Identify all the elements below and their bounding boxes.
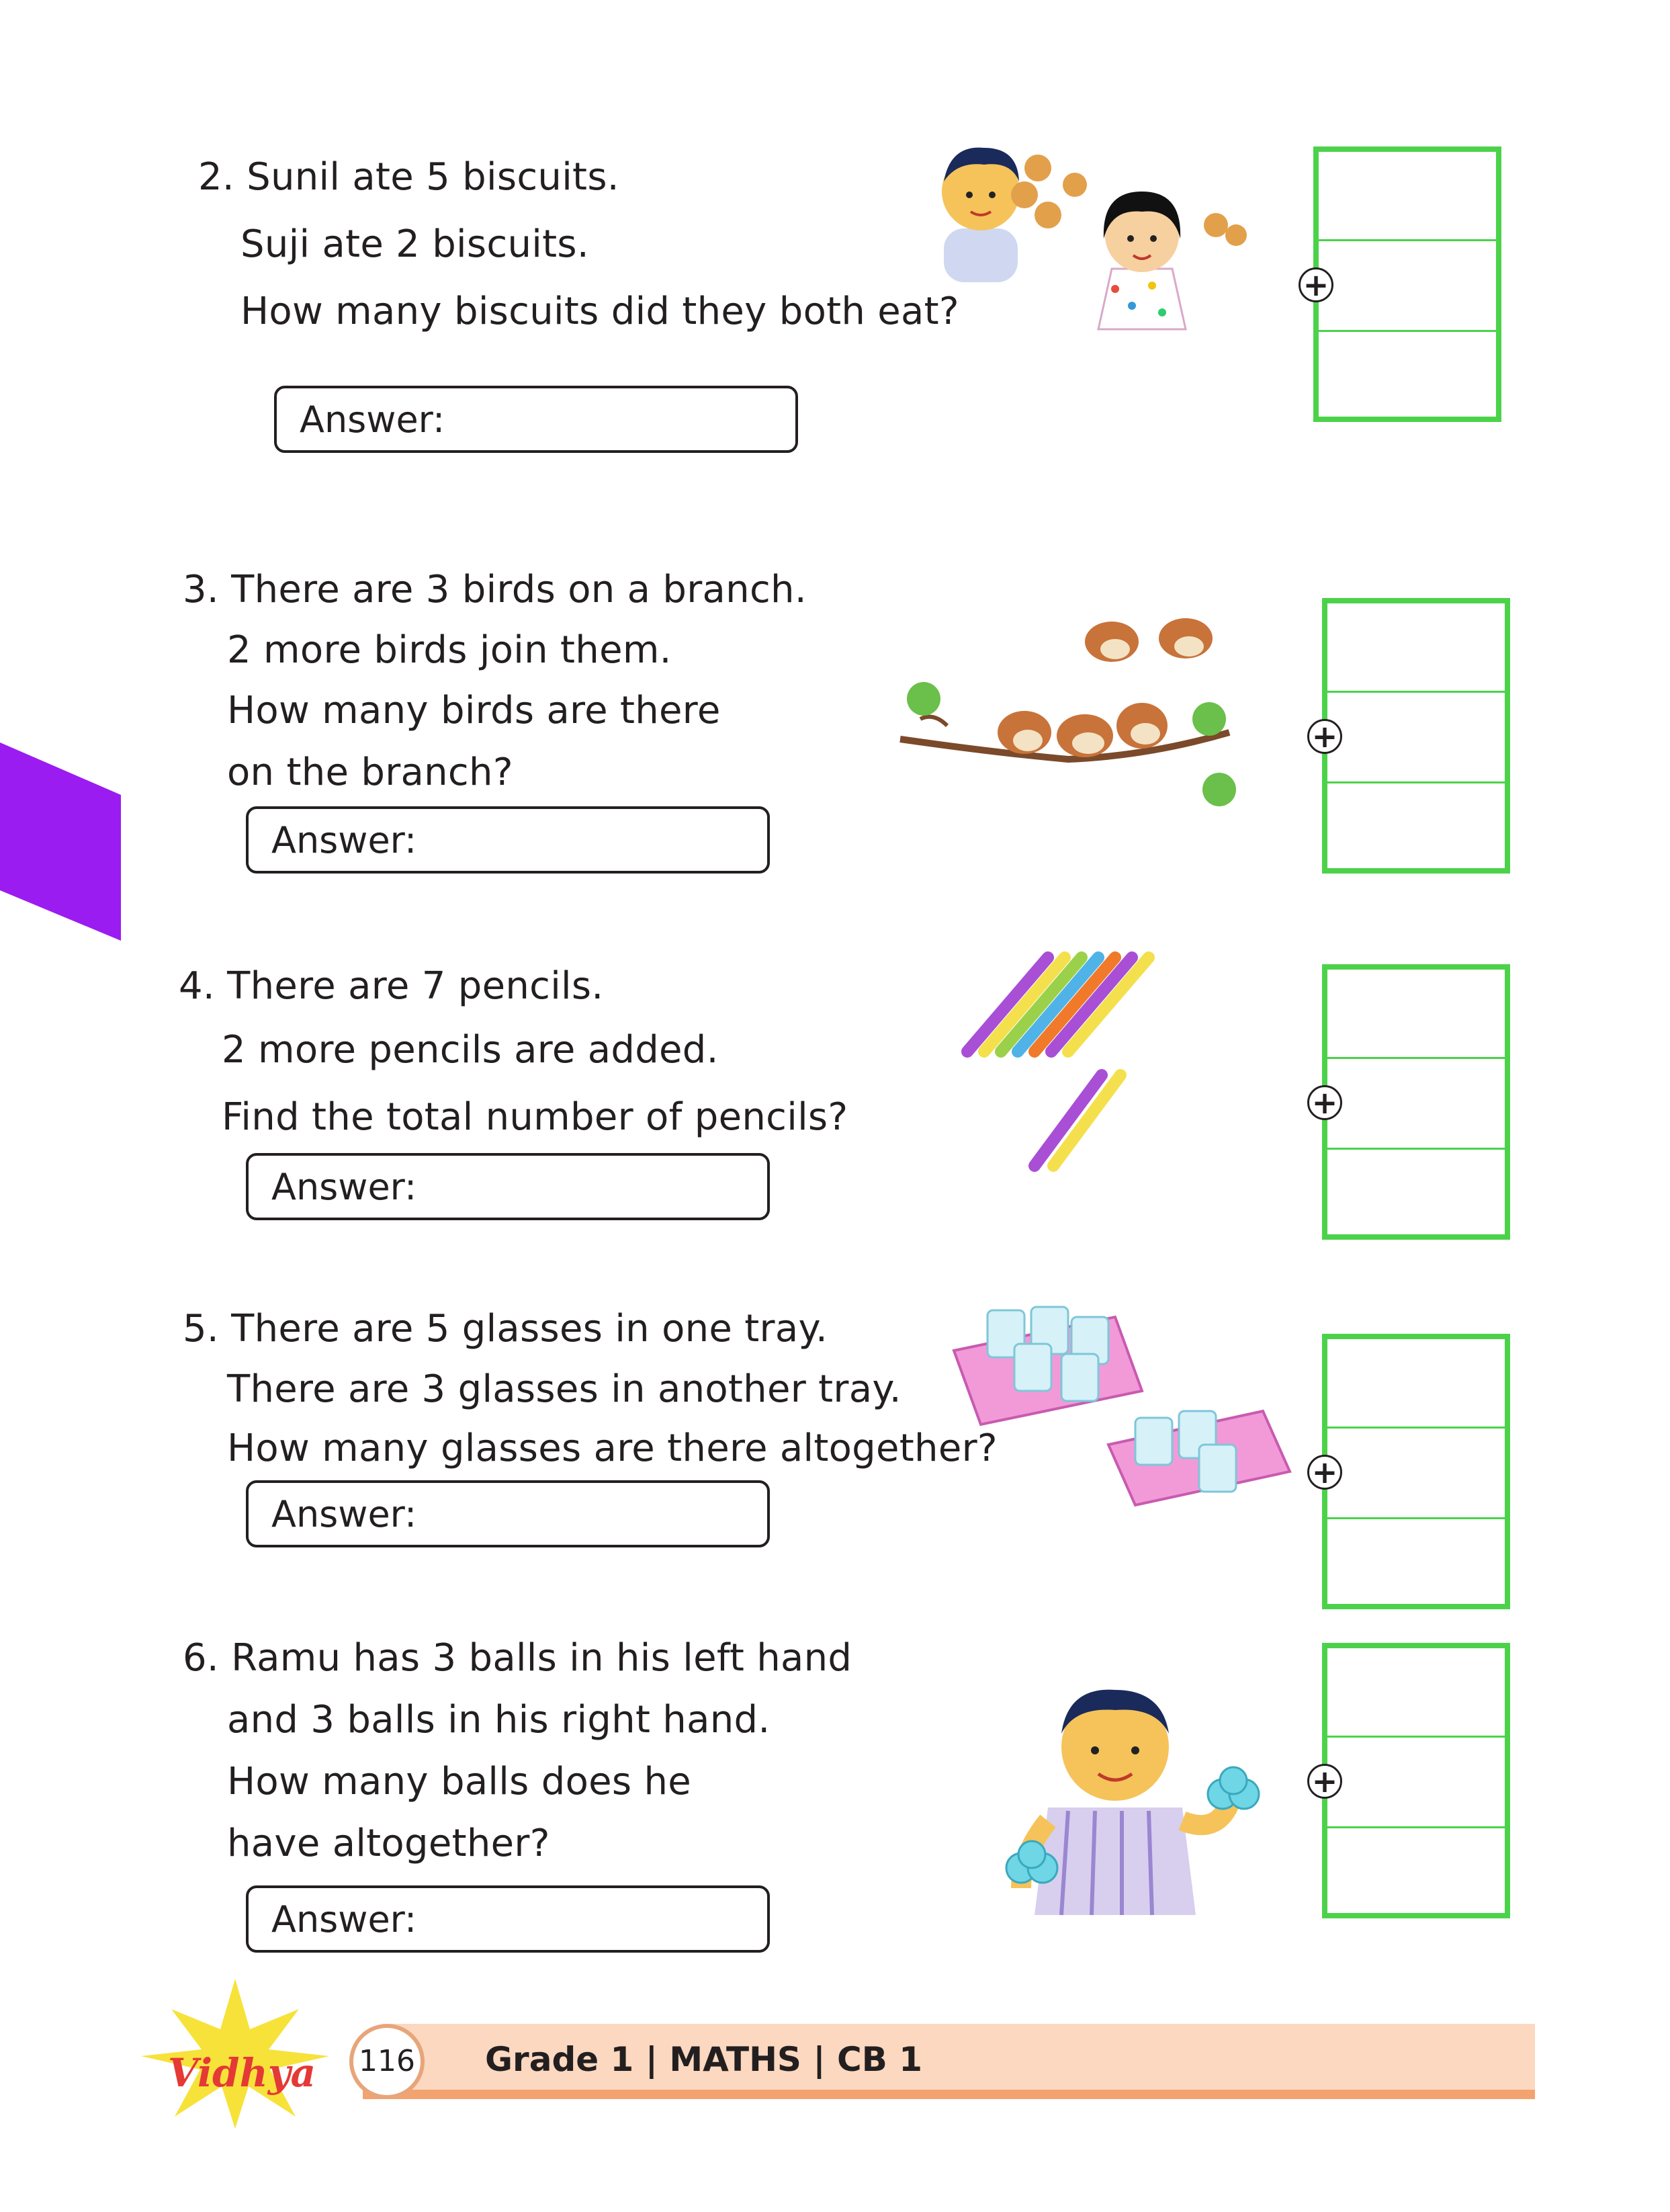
plus-icon: + xyxy=(1299,267,1333,302)
question-6-line-3: How many balls does he xyxy=(227,1760,692,1803)
answer-field-5[interactable] xyxy=(246,1480,770,1547)
addition-box-4[interactable] xyxy=(1311,964,1510,1240)
question-3-line-2: 2 more birds join them. xyxy=(227,628,672,672)
answer-field-6[interactable] xyxy=(246,1885,770,1953)
answer-label: Answer: xyxy=(300,398,445,441)
question-3-line-1: 3. There are 3 birds on a branch. xyxy=(183,568,807,611)
pencils-illustration xyxy=(954,951,1209,1179)
question-4-line-1: 4. There are 7 pencils. xyxy=(179,964,604,1008)
answer-field-2[interactable] xyxy=(274,386,798,453)
birds-on-branch-illustration xyxy=(893,591,1243,820)
question-5-line-1: 5. There are 5 glasses in one tray. xyxy=(183,1307,828,1351)
question-2-line-3: How many biscuits did they both eat? xyxy=(240,290,959,333)
question-3-line-3: How many birds are there xyxy=(227,689,721,732)
kids-with-biscuits-illustration xyxy=(930,128,1253,343)
answer-label: Answer: xyxy=(271,819,417,861)
plus-icon: + xyxy=(1307,719,1342,754)
question-6-line-1: 6. Ramu has 3 balls in his left hand xyxy=(183,1636,852,1680)
addition-box-2[interactable] xyxy=(1303,146,1501,422)
answer-label: Answer: xyxy=(271,1493,417,1535)
answer-label: Answer: xyxy=(271,1898,417,1941)
page-number-badge xyxy=(349,2024,425,2099)
addition-box-3[interactable] xyxy=(1311,598,1510,874)
answer-field-3[interactable] xyxy=(246,806,770,874)
question-6-line-4: have altogether? xyxy=(227,1822,550,1865)
question-2-line-2: Suji ate 2 biscuits. xyxy=(240,222,589,266)
question-4-line-2: 2 more pencils are added. xyxy=(222,1028,719,1072)
plus-icon: + xyxy=(1307,1085,1342,1120)
glasses-on-trays-illustration xyxy=(947,1304,1297,1532)
side-tab-decoration xyxy=(0,742,121,941)
answer-field-4[interactable] xyxy=(246,1153,770,1220)
page-number: 116 xyxy=(359,2044,415,2078)
question-5-line-2: There are 3 glasses in another tray. xyxy=(227,1367,902,1411)
question-2-line-1: 2. Sunil ate 5 biscuits. xyxy=(198,155,619,199)
addition-box-5[interactable] xyxy=(1311,1334,1510,1609)
question-5-line-3: How many glasses are there altogether? xyxy=(227,1427,998,1470)
boy-with-balls-illustration xyxy=(994,1666,1263,1922)
plus-icon: + xyxy=(1307,1764,1342,1799)
question-4-line-3: Find the total number of pencils? xyxy=(222,1095,848,1139)
vidhya-logo xyxy=(121,1975,349,2130)
answer-label: Answer: xyxy=(271,1166,417,1208)
footer-title: Grade 1 | MATHS | CB 1 xyxy=(485,2040,923,2079)
question-6-line-2: and 3 balls in his right hand. xyxy=(227,1698,771,1742)
question-3-line-4: on the branch? xyxy=(227,751,513,794)
logo-text: Vidhya xyxy=(168,2050,316,2096)
addition-box-6[interactable] xyxy=(1311,1643,1510,1918)
plus-icon: + xyxy=(1307,1455,1342,1490)
